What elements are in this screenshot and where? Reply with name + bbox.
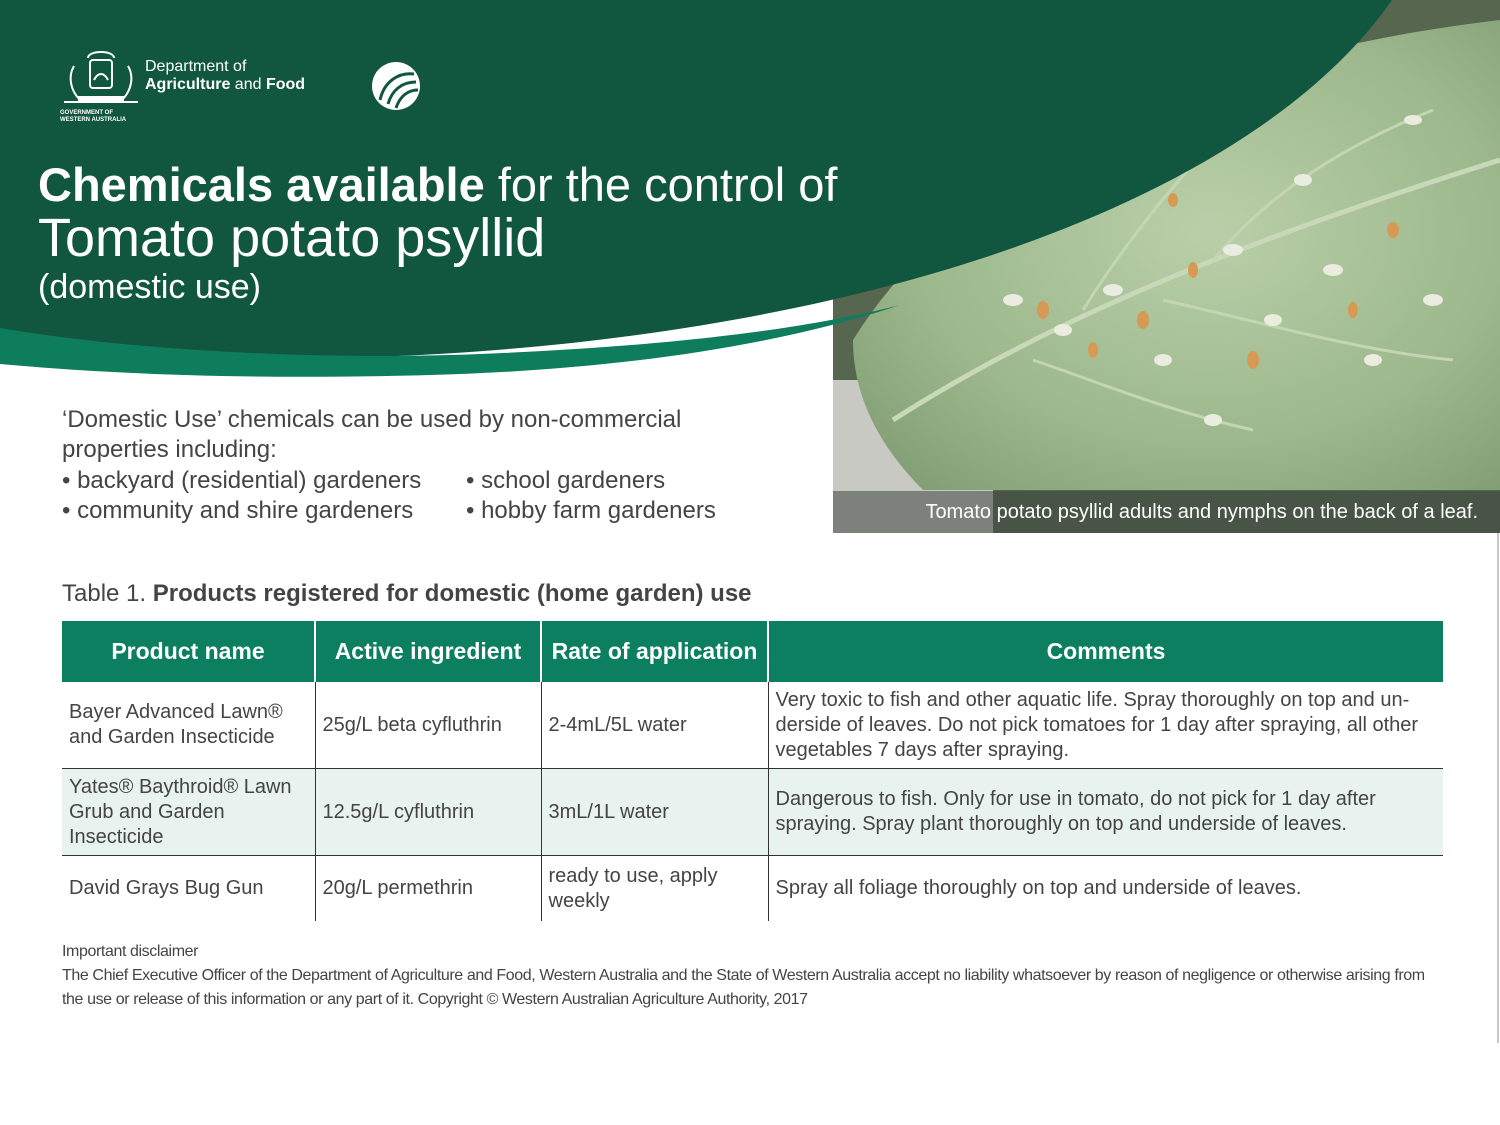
bullet-item: • community and shire gardeners <box>62 497 414 524</box>
page-edge-rule <box>1497 533 1499 1043</box>
disclaimer-body: The Chief Executive Officer of the Department of Agriculture and Food, Western Australia and the State of Western Australia accept no liability whatsoever by reason of negligence or otherwise arising from the use or release of this information or any part of it. Copyright © Western Australian Agriculture Authority, 2017 <box>62 967 1425 1008</box>
disclaimer <box>62 940 1442 1012</box>
cell-comment: Dangerous to fish. Only for use in tomato, do not pick for 1 day after spraying. Spray plant thoroughly on top and underside of leaves. <box>768 769 1443 856</box>
intro-text: ‘Domestic Use’ chemicals can be used by non-commercial properties including: <box>62 406 682 463</box>
bullet-item: • school gardeners <box>466 467 666 494</box>
table-header-row <box>62 621 1443 682</box>
dafwa-leaf-logo-icon <box>370 60 422 112</box>
cell-product: Bayer Advanced Lawn® and Garden Insecticide <box>69 701 283 748</box>
products-table <box>62 621 1443 921</box>
cell-rate: 3mL/1L water <box>541 769 768 856</box>
cell-rate: ready to use, apply weekly <box>541 856 768 922</box>
government-label: GOVERNMENT OF WESTERN AUSTRALIA <box>60 110 127 123</box>
page-title: Chemicals available for the control of Tomato potato psyllid (domestic use) <box>38 158 838 306</box>
cell-comment: Spray all foliage thoroughly on top and underside of leaves. <box>768 856 1443 922</box>
cell-ingredient: 20g/L permethrin <box>315 856 541 922</box>
table-caption: Table 1. Products registered for domestic (home garden) use <box>62 580 752 607</box>
table-row <box>62 856 1443 922</box>
cell-ingredient: 12.5g/L cyfluthrin <box>315 769 541 856</box>
use-type: (domestic use) <box>38 268 261 306</box>
cell-ingredient: 25g/L beta cyfluthrin <box>315 682 541 769</box>
table-row <box>62 769 1443 856</box>
wa-crest-icon <box>60 44 142 110</box>
photo-caption: Tomato potato psyllid adults and nymphs on the back of a leaf. <box>833 491 1500 533</box>
header-rate-of-application: Rate of application <box>541 621 768 682</box>
department-logo <box>60 44 460 130</box>
bullet-item: • hobby farm gardeners <box>466 497 716 524</box>
cell-product: Yates® Baythroid® Lawn Grub and Garden Insecticide <box>62 769 315 856</box>
bullet-item: • backyard (residential) gardeners <box>62 467 422 494</box>
header-product-name: Product name <box>62 621 315 682</box>
cell-comment: Very toxic to fish and other aquatic life. Spray thoroughly on top and underside of leaves. Do not pick tomatoes for 1 day after spraying, all other vegetables 7 days after spraying. <box>768 682 1443 769</box>
department-name: Department of Agriculture and Food <box>145 58 306 93</box>
cell-product: David Grays Bug Gun <box>69 877 264 899</box>
header-active-ingredient: Active ingredient <box>315 621 541 682</box>
header-comments: Comments <box>768 621 1443 682</box>
disclaimer-heading: Important disclaimer <box>62 943 199 960</box>
table-row <box>62 682 1443 769</box>
cell-rate: 2-4mL/5L water <box>541 682 768 769</box>
pest-name: Tomato potato psyllid <box>38 208 546 268</box>
